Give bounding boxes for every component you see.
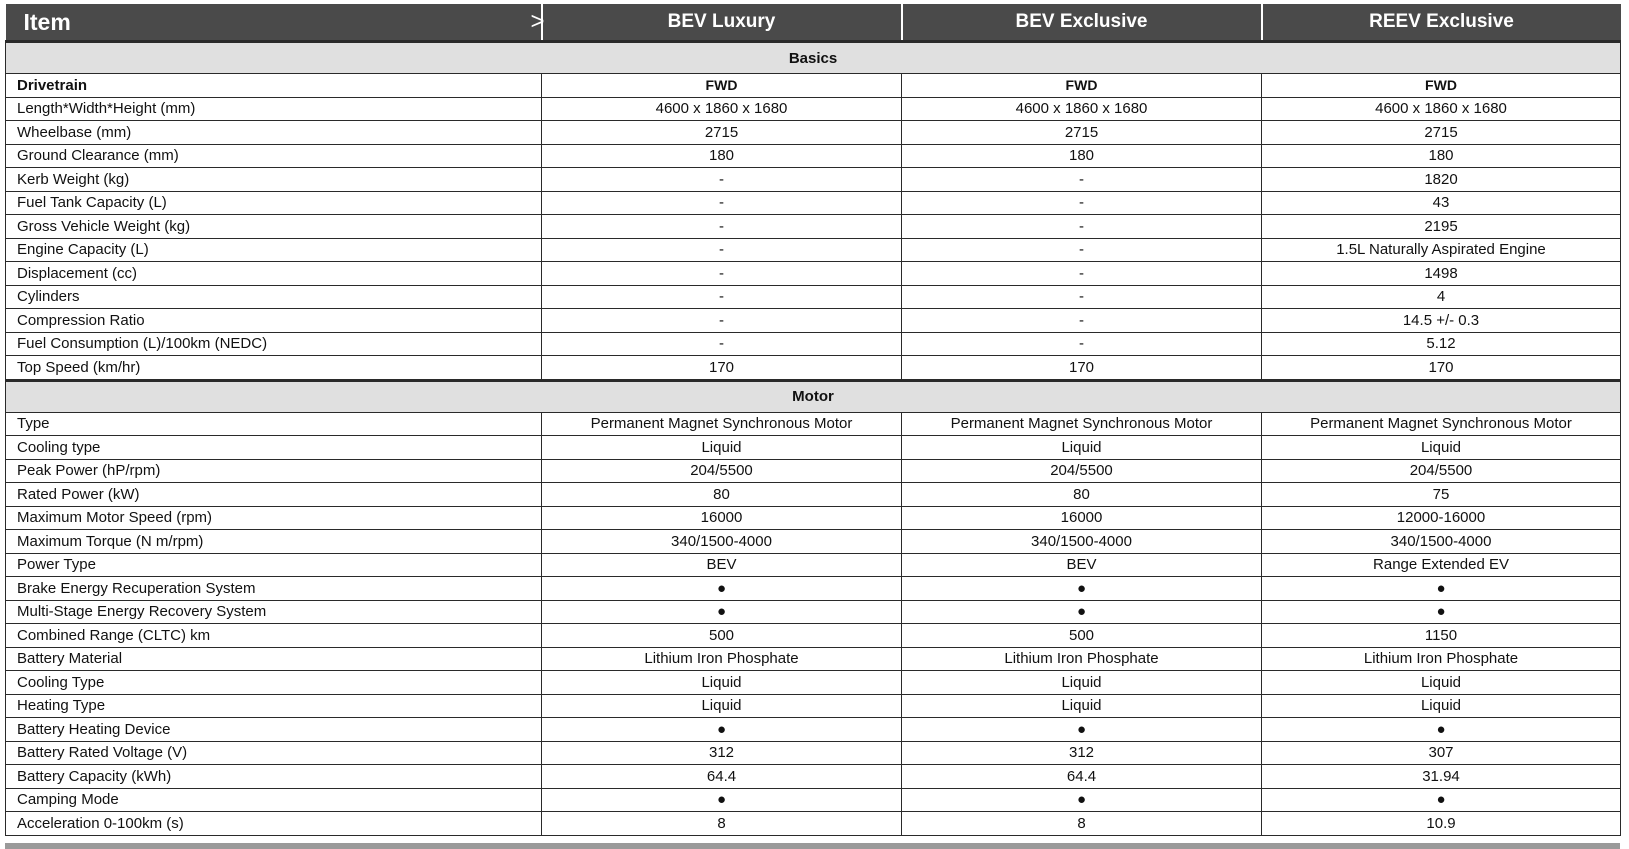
header-col-1: BEV Luxury <box>542 4 902 42</box>
row-value-col-2: 4600 x 1860 x 1680 <box>902 97 1262 121</box>
row-value-col-3: ● <box>1262 577 1621 601</box>
table-row <box>6 483 1621 507</box>
table-row <box>6 332 1621 356</box>
row-value-col-1: Liquid <box>542 671 902 695</box>
row-value-col-2: Liquid <box>902 436 1262 460</box>
row-value-col-3: 75 <box>1262 483 1621 507</box>
row-value-col-3: 10.9 <box>1262 812 1621 836</box>
row-value-col-3: ● <box>1262 788 1621 812</box>
table-row <box>6 600 1621 624</box>
row-value-col-3: 1150 <box>1262 624 1621 648</box>
row-value-col-3: 340/1500-4000 <box>1262 530 1621 554</box>
section-title: Basics <box>6 42 1621 74</box>
row-value-col-2: ● <box>902 577 1262 601</box>
row-label: Multi-Stage Energy Recovery System <box>6 600 542 624</box>
header-item <box>6 4 545 42</box>
table-row <box>6 215 1621 239</box>
header-col-3: REEV Exclusive <box>1262 4 1621 42</box>
table-row <box>6 262 1621 286</box>
row-value-col-3: 4600 x 1860 x 1680 <box>1262 97 1621 121</box>
table-row <box>6 671 1621 695</box>
row-value-col-1: - <box>542 191 902 215</box>
row-value-col-3: FWD <box>1262 74 1621 98</box>
row-value-col-3: Range Extended EV <box>1262 553 1621 577</box>
row-value-col-1: Lithium Iron Phosphate <box>542 647 902 671</box>
row-value-col-1: FWD <box>542 74 902 98</box>
row-value-col-3: 170 <box>1262 356 1621 381</box>
section-title: Motor <box>6 380 1621 412</box>
row-label: Battery Capacity (kWh) <box>6 765 542 789</box>
row-label: Acceleration 0-100km (s) <box>6 812 542 836</box>
row-label: Maximum Motor Speed (rpm) <box>6 506 542 530</box>
table-row <box>6 238 1621 262</box>
row-value-col-1: 2715 <box>542 121 902 145</box>
row-value-col-2: - <box>902 262 1262 286</box>
row-label: Maximum Torque (N m/rpm) <box>6 530 542 554</box>
table-row <box>6 412 1621 436</box>
row-label: Fuel Consumption (L)/100km (NEDC) <box>6 332 542 356</box>
row-value-col-2: - <box>902 238 1262 262</box>
row-value-col-1: Permanent Magnet Synchronous Motor <box>542 412 902 436</box>
row-label: Power Type <box>6 553 542 577</box>
row-label: Compression Ratio <box>6 309 542 333</box>
row-label: Kerb Weight (kg) <box>6 168 542 192</box>
row-value-col-2: Liquid <box>902 694 1262 718</box>
row-value-col-3: 1498 <box>1262 262 1621 286</box>
table-row <box>6 812 1621 836</box>
row-value-col-2: 312 <box>902 741 1262 765</box>
row-label: Battery Rated Voltage (V) <box>6 741 542 765</box>
table-row <box>6 74 1621 98</box>
row-value-col-1: - <box>542 262 902 286</box>
row-value-col-2: 16000 <box>902 506 1262 530</box>
table-row <box>6 121 1621 145</box>
row-value-col-1: 8 <box>542 812 902 836</box>
row-value-col-3: 5.12 <box>1262 332 1621 356</box>
row-value-col-3: 1.5L Naturally Aspirated Engine <box>1262 238 1621 262</box>
row-label: Battery Heating Device <box>6 718 542 742</box>
row-value-col-2: ● <box>902 788 1262 812</box>
row-value-col-1: ● <box>542 600 902 624</box>
row-label: Length*Width*Height (mm) <box>6 97 542 121</box>
row-value-col-1: - <box>542 215 902 239</box>
header-item-label: Item <box>23 8 71 35</box>
row-value-col-1: 170 <box>542 356 902 381</box>
row-value-col-3: Liquid <box>1262 671 1621 695</box>
row-label: Battery Material <box>6 647 542 671</box>
row-value-col-2: 204/5500 <box>902 459 1262 483</box>
table-row <box>6 191 1621 215</box>
row-value-col-1: BEV <box>542 553 902 577</box>
row-value-col-2: 80 <box>902 483 1262 507</box>
row-label: Camping Mode <box>6 788 542 812</box>
table-row <box>6 97 1621 121</box>
row-label: Cooling Type <box>6 671 542 695</box>
row-value-col-3: Lithium Iron Phosphate <box>1262 647 1621 671</box>
row-value-col-3: Liquid <box>1262 694 1621 718</box>
row-value-col-1: - <box>542 309 902 333</box>
row-value-col-1: 180 <box>542 144 902 168</box>
row-label: Displacement (cc) <box>6 262 542 286</box>
row-value-col-2: - <box>902 215 1262 239</box>
row-value-col-2: Liquid <box>902 671 1262 695</box>
row-value-col-1: 312 <box>542 741 902 765</box>
row-label: Fuel Tank Capacity (L) <box>6 191 542 215</box>
row-value-col-2: 170 <box>902 356 1262 381</box>
row-value-col-1: - <box>542 332 902 356</box>
row-value-col-3: 4 <box>1262 285 1621 309</box>
table-row <box>6 788 1621 812</box>
header-col-2: BEV Exclusive <box>902 4 1262 42</box>
row-value-col-2: ● <box>902 600 1262 624</box>
row-value-col-3: 12000-16000 <box>1262 506 1621 530</box>
header-row <box>6 4 1621 42</box>
row-value-col-1: 80 <box>542 483 902 507</box>
row-label: Heating Type <box>6 694 542 718</box>
table-row <box>6 741 1621 765</box>
row-value-col-3: 1820 <box>1262 168 1621 192</box>
row-value-col-1: ● <box>542 718 902 742</box>
table-row <box>6 356 1621 381</box>
section-header-motor <box>6 380 1621 412</box>
table-row <box>6 694 1621 718</box>
row-value-col-1: - <box>542 168 902 192</box>
row-value-col-3: 2195 <box>1262 215 1621 239</box>
row-value-col-1: Liquid <box>542 436 902 460</box>
row-value-col-1: ● <box>542 577 902 601</box>
row-label: Rated Power (kW) <box>6 483 542 507</box>
row-value-col-1: Liquid <box>542 694 902 718</box>
row-label: Type <box>6 412 542 436</box>
table-row <box>6 765 1621 789</box>
row-value-col-2: ● <box>902 718 1262 742</box>
row-value-col-2: - <box>902 285 1262 309</box>
table-row <box>6 530 1621 554</box>
row-value-col-1: 204/5500 <box>542 459 902 483</box>
row-value-col-1: ● <box>542 788 902 812</box>
table-row <box>6 144 1621 168</box>
table-row <box>6 285 1621 309</box>
row-label: Cooling type <box>6 436 542 460</box>
row-value-col-3: 2715 <box>1262 121 1621 145</box>
row-value-col-2: - <box>902 332 1262 356</box>
row-value-col-3: 180 <box>1262 144 1621 168</box>
row-value-col-3: 31.94 <box>1262 765 1621 789</box>
table-row <box>6 624 1621 648</box>
section-header-basics <box>6 42 1621 74</box>
row-value-col-1: 64.4 <box>542 765 902 789</box>
row-value-col-2: - <box>902 168 1262 192</box>
row-value-col-1: 16000 <box>542 506 902 530</box>
table-row <box>6 436 1621 460</box>
table-row <box>6 506 1621 530</box>
row-label: Wheelbase (mm) <box>6 121 542 145</box>
row-value-col-2: 2715 <box>902 121 1262 145</box>
row-value-col-2: Lithium Iron Phosphate <box>902 647 1262 671</box>
row-value-col-3: 43 <box>1262 191 1621 215</box>
row-value-col-3: ● <box>1262 600 1621 624</box>
row-value-col-3: Permanent Magnet Synchronous Motor <box>1262 412 1621 436</box>
row-value-col-2: BEV <box>902 553 1262 577</box>
row-value-col-1: 340/1500-4000 <box>542 530 902 554</box>
row-value-col-1: 4600 x 1860 x 1680 <box>542 97 902 121</box>
table-row <box>6 718 1621 742</box>
row-label: Engine Capacity (L) <box>6 238 542 262</box>
table-row <box>6 459 1621 483</box>
row-value-col-2: 64.4 <box>902 765 1262 789</box>
row-value-col-2: - <box>902 191 1262 215</box>
row-value-col-2: 500 <box>902 624 1262 648</box>
row-value-col-3: ● <box>1262 718 1621 742</box>
row-label: Brake Energy Recuperation System <box>6 577 542 601</box>
row-value-col-2: Permanent Magnet Synchronous Motor <box>902 412 1262 436</box>
spec-table-container <box>5 4 1620 836</box>
row-label: Top Speed (km/hr) <box>6 356 542 381</box>
row-value-col-1: 500 <box>542 624 902 648</box>
row-label: Ground Clearance (mm) <box>6 144 542 168</box>
row-value-col-2: - <box>902 309 1262 333</box>
row-value-col-1: - <box>542 238 902 262</box>
row-value-col-2: 8 <box>902 812 1262 836</box>
row-value-col-3: 307 <box>1262 741 1621 765</box>
row-label: Cylinders <box>6 285 542 309</box>
row-label: Drivetrain <box>6 74 542 98</box>
chevron-right-icon: > <box>530 8 545 35</box>
row-label: Peak Power (hP/rpm) <box>6 459 542 483</box>
table-row <box>6 647 1621 671</box>
row-value-col-2: 340/1500-4000 <box>902 530 1262 554</box>
row-value-col-2: FWD <box>902 74 1262 98</box>
spec-table <box>5 4 1621 836</box>
spec-table-body <box>6 42 1621 836</box>
row-value-col-2: 180 <box>902 144 1262 168</box>
row-value-col-3: 204/5500 <box>1262 459 1621 483</box>
bottom-divider <box>5 843 1620 849</box>
row-value-col-3: 14.5 +/- 0.3 <box>1262 309 1621 333</box>
row-label: Combined Range (CLTC) km <box>6 624 542 648</box>
table-row <box>6 309 1621 333</box>
row-value-col-1: - <box>542 285 902 309</box>
table-row <box>6 577 1621 601</box>
table-row <box>6 168 1621 192</box>
table-row <box>6 553 1621 577</box>
row-value-col-3: Liquid <box>1262 436 1621 460</box>
row-label: Gross Vehicle Weight (kg) <box>6 215 542 239</box>
